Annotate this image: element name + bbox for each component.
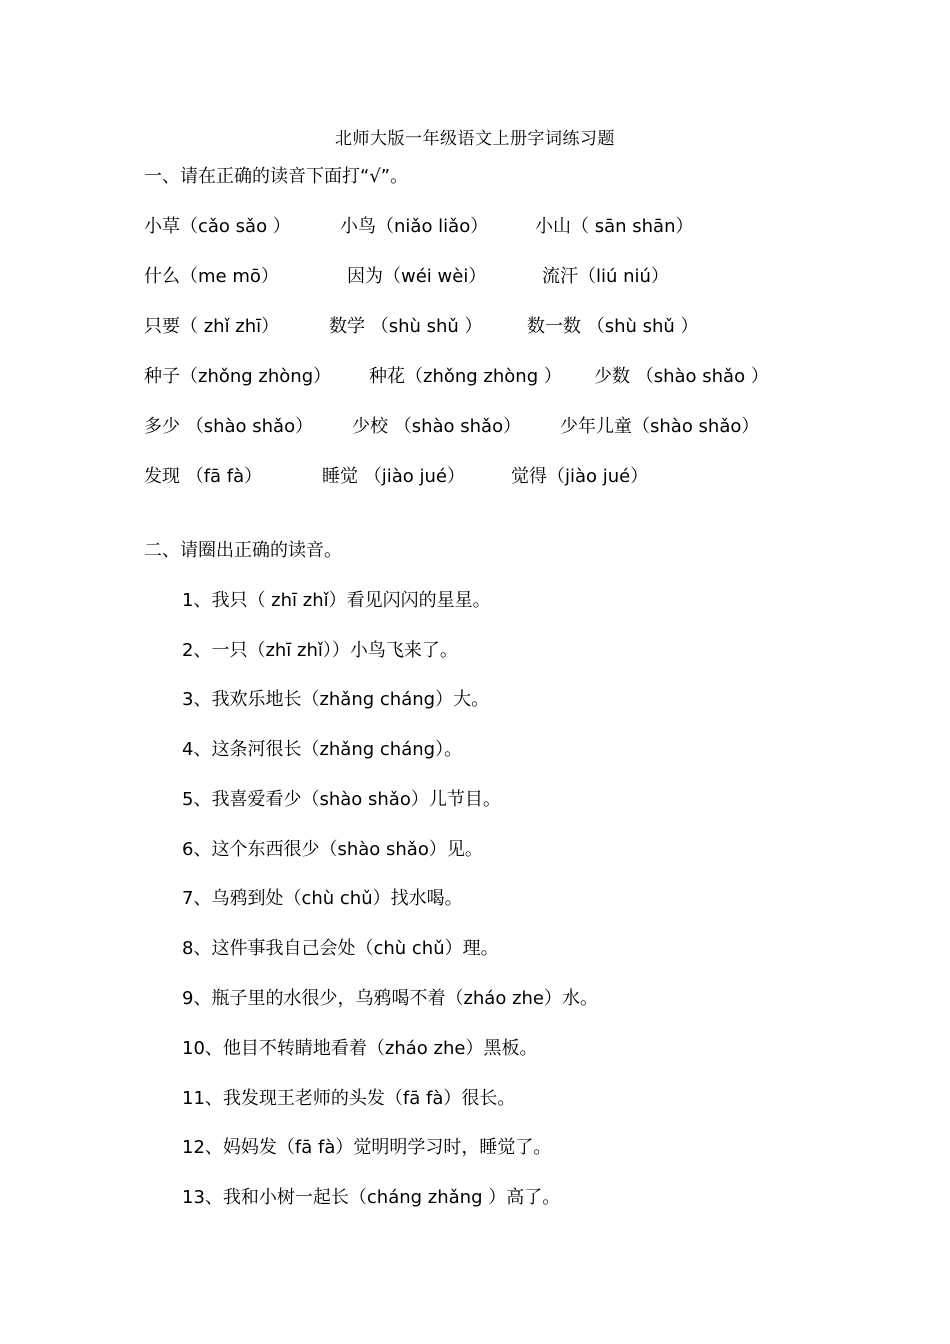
pinyin-row-6: [144, 462, 904, 490]
exercise-item: 12、妈妈发（fā fà）觉明明学习时，睡觉了。: [182, 1137, 552, 1158]
exercise-item: 13、我和小树一起长（cháng zhǎng ）高了。: [182, 1187, 561, 1208]
exercise-item: 8、这件事我自己会处（chù chǔ）理。: [182, 938, 499, 959]
pinyin-row-4: [144, 362, 904, 390]
pinyin-cell: 觉得（jiào jué）: [511, 466, 649, 487]
pinyin-cell: 少校 （shào shǎo）: [352, 416, 522, 437]
exercise-item: 10、他目不转睛地看着（zháo zhe）黑板。: [182, 1038, 538, 1059]
exercise-item: 11、我发现王老师的头发（fā fà）很长。: [182, 1088, 516, 1109]
pinyin-cell: 种花（zhǒng zhòng ）: [369, 366, 562, 387]
pinyin-cell: 因为（wéi wèi）: [347, 266, 487, 287]
exercise-item: 1、我只（ zhī zhǐ）看见闪闪的星星。: [182, 590, 491, 611]
pinyin-row-2: [144, 262, 904, 290]
pinyin-row-1: [144, 212, 904, 240]
pinyin-cell: 流汗（liú niú）: [542, 266, 669, 287]
section-1-heading: 一、请在正确的读音下面打“√”。: [144, 166, 409, 187]
pinyin-cell: 小山（ sān shān）: [535, 216, 694, 237]
document-title: 北师大版一年级语文上册字词练习题: [335, 129, 615, 149]
pinyin-cell: 少数 （shào shǎo ）: [594, 366, 769, 387]
pinyin-row-3: [144, 312, 904, 340]
pinyin-row-5: [144, 412, 904, 440]
exercise-item: 3、我欢乐地长（zhǎng cháng）大。: [182, 689, 490, 710]
exercise-item: 9、瓶子里的水很少，乌鸦喝不着（zháo zhe）水。: [182, 988, 599, 1009]
pinyin-cell: 小鸟（niǎo liǎo）: [340, 216, 489, 237]
exercise-item: 5、我喜爱看少（shào shǎo）儿节目。: [182, 789, 501, 810]
exercise-item: 2、一只（zhī zhǐ））小鸟飞来了。: [182, 640, 458, 661]
pinyin-cell: 发现 （fā fà）: [144, 466, 263, 487]
exercise-item: 4、这条河很长（zhǎng cháng）。: [182, 739, 463, 760]
pinyin-cell: 小草（cǎo sǎo ）: [144, 216, 291, 237]
section-2-heading: 二、请圈出正确的读音。: [144, 540, 342, 561]
pinyin-cell: 数一数 （shù shǔ ）: [527, 316, 699, 337]
exercise-item: 7、乌鸦到处（chù chǔ）找水喝。: [182, 888, 463, 909]
pinyin-cell: 少年儿童（shào shǎo）: [560, 416, 760, 437]
pinyin-cell: 数学 （shù shǔ ）: [329, 316, 483, 337]
exercise-item: 6、这个东西很少（shào shǎo）见。: [182, 839, 483, 860]
pinyin-cell: 只要（ zhǐ zhī）: [144, 316, 280, 337]
pinyin-cell: 种子（zhǒng zhòng）: [144, 366, 332, 387]
pinyin-cell: 多少 （shào shǎo）: [144, 416, 314, 437]
pinyin-cell: 睡觉 （jiào jué）: [322, 466, 465, 487]
pinyin-cell: 什么（me mō）: [144, 266, 279, 287]
